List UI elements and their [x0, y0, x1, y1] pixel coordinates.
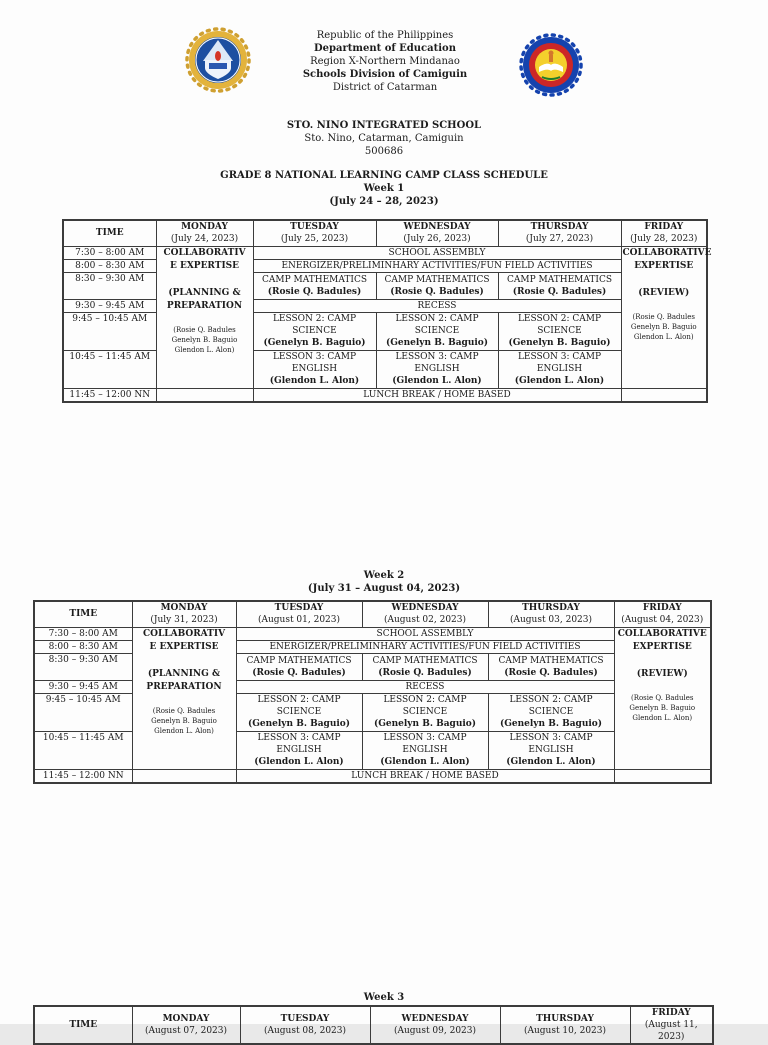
school-id: 500686 [364, 146, 404, 157]
week1-time-5: 9:45 – 10:45 AM [63, 312, 156, 350]
staff-names: (Rosie Q. Badules Genelyn B. Baguio Glendon L. Alon) [171, 325, 238, 354]
collaborative-expertise-title: COLLABORATIVE EXPERTISE [617, 628, 707, 652]
week1-time-1: 7:30 – 8:00 AM [63, 246, 156, 259]
letterhead-line-division: Schools Division of Camiguin [302, 69, 468, 80]
week1-recess-cell: RECESS [253, 299, 621, 312]
week2-schedule-table [33, 600, 712, 784]
letterhead-line-department: Department of Education [314, 43, 456, 54]
letterhead-line-republic: Republic of the Philippines [316, 30, 454, 41]
schedule-title-block [0, 169, 768, 208]
week3-label: Week 3 [363, 992, 405, 1003]
school-seal-icon [519, 27, 583, 107]
week1-lunch-cell: LUNCH BREAK / HOME BASED [253, 388, 621, 402]
week1-energizer-cell: ENERGIZER/PRELIMINHARY ACTIVITIES/FUN FIELD ACTIVITIES [253, 259, 621, 272]
week3-col-wednesday: WEDNESDAY (August 09, 2023) [370, 1006, 500, 1044]
week2-friday-collaborative-cell [614, 627, 711, 769]
week3-title-block [0, 991, 768, 1004]
review-label: (REVIEW) [636, 668, 688, 679]
week1-tuesday-math-cell: CAMP MATHEMATICS (Rosie Q. Badules) [253, 272, 376, 299]
week2-thursday-science-cell: LESSON 2: CAMP SCIENCE (Genelyn B. Baguio) [488, 693, 614, 731]
collaborative-expertise-title: COLLABORATIVE EXPERTISE [622, 247, 712, 271]
collaborative-expertise-title: COLLABORATIV [163, 247, 246, 258]
week1-monday-empty-cell [156, 388, 253, 402]
staff-names: (Rosie Q. Badules Genelyn B. Baguio Glendon L. Alon) [151, 706, 217, 735]
week1-thursday-science-cell: LESSON 2: CAMP SCIENCE (Genelyn B. Baguio) [498, 312, 621, 350]
school-identity [0, 119, 768, 158]
week2-title-block [0, 569, 768, 595]
week2-wednesday-english-cell: LESSON 3: CAMP ENGLISH (Glendon L. Alon) [362, 731, 488, 769]
schedule-title: GRADE 8 NATIONAL LEARNING CAMP CLASS SCHEDULE [220, 170, 548, 181]
week1-col-thursday: THURSDAY (July 27, 2023) [498, 220, 621, 246]
planning-preparation-label: (PLANNING & PREPARATION [146, 668, 222, 692]
week2-tuesday-math-cell: CAMP MATHEMATICS (Rosie Q. Badules) [236, 653, 362, 680]
week3-col-monday: MONDAY (August 07, 2023) [132, 1006, 240, 1044]
week1-label: Week 1 [363, 183, 405, 194]
week1-time-7: 11:45 – 12:00 NN [63, 388, 156, 402]
week2-col-thursday: THURSDAY (August 03, 2023) [488, 601, 614, 627]
week2-label: Week 2 [363, 570, 405, 581]
week2-time-7: 11:45 – 12:00 NN [34, 769, 132, 783]
week2-time-1: 7:30 – 8:00 AM [34, 627, 132, 640]
week1-col-friday: FRIDAY (July 28, 2023) [621, 220, 707, 246]
week1-friday-collaborative-cell [621, 246, 712, 388]
week2-monday-collaborative-cell: COLLABORATIV E EXPERTISE (PLANNING & PREPARATION (Rosie Q. Badules Genelyn B. Baguio Glendon L. Alon) [132, 627, 236, 769]
week2-lunch-cell: LUNCH BREAK / HOME BASED [236, 769, 614, 783]
deped-seal-icon [185, 27, 251, 97]
week1-time-6: 10:45 – 11:45 AM [63, 350, 156, 388]
week2-col-time: TIME [34, 601, 132, 627]
planning-preparation-label: (PLANNING & PREPARATION [166, 287, 243, 311]
staff-names: (Rosie Q. Badules Genelyn B. Baguio Glendon L. Alon) [630, 312, 697, 341]
week2-date-range: (July 31 – August 04, 2023) [307, 583, 461, 594]
week1-time-2: 8:00 – 8:30 AM [63, 259, 156, 272]
week2-friday-empty-cell [614, 769, 711, 783]
week2-school-assembly-cell: SCHOOL ASSEMBLY [236, 627, 614, 640]
week1-thursday-english-cell: LESSON 3: CAMP ENGLISH (Glendon L. Alon) [498, 350, 621, 388]
week1-school-assembly-cell: SCHOOL ASSEMBLY [253, 246, 621, 259]
week1-monday-collaborative-cell: COLLABORATIV E EXPERTISE (PLANNING & PREPARATION (Rosie Q. Badules Genelyn B. Baguio Glendon L. Alon) [156, 246, 253, 388]
week1-col-time: TIME [63, 220, 156, 246]
week2-energizer-cell: ENERGIZER/PRELIMINHARY ACTIVITIES/FUN FIELD ACTIVITIES [236, 640, 614, 653]
school-address: Sto. Nino, Catarman, Camiguin [304, 133, 464, 144]
week2-col-tuesday: TUESDAY (August 01, 2023) [236, 601, 362, 627]
week2-wednesday-math-cell: CAMP MATHEMATICS (Rosie Q. Badules) [362, 653, 488, 680]
week2-time-3: 8:30 – 9:30 AM [34, 653, 132, 680]
week3-col-time: TIME [34, 1006, 132, 1044]
week2-tuesday-english-cell: LESSON 3: CAMP ENGLISH (Glendon L. Alon) [236, 731, 362, 769]
letterhead-text [259, 29, 511, 94]
week2-monday-empty-cell [132, 769, 236, 783]
week3-col-tuesday: TUESDAY (August 08, 2023) [240, 1006, 370, 1044]
school-name: STO. NINO INTEGRATED SCHOOL [286, 120, 482, 131]
collaborative-expertise-title: COLLABORATIV [142, 628, 226, 639]
week1-wednesday-english-cell: LESSON 3: CAMP ENGLISH (Glendon L. Alon) [376, 350, 498, 388]
week3-schedule-table [33, 1005, 714, 1045]
week2-time-4: 9:30 – 9:45 AM [34, 680, 132, 693]
week2-col-monday: MONDAY (July 31, 2023) [132, 601, 236, 627]
week2-tuesday-science-cell: LESSON 2: CAMP SCIENCE (Genelyn B. Baguio) [236, 693, 362, 731]
week2-time-5: 9:45 – 10:45 AM [34, 693, 132, 731]
week1-col-wednesday: WEDNESDAY (July 26, 2023) [376, 220, 498, 246]
week2-thursday-english-cell: LESSON 3: CAMP ENGLISH (Glendon L. Alon) [488, 731, 614, 769]
week1-tuesday-science-cell: LESSON 2: CAMP SCIENCE (Genelyn B. Baguio) [253, 312, 376, 350]
week1-friday-empty-cell [621, 388, 707, 402]
week1-thursday-math-cell: CAMP MATHEMATICS (Rosie Q. Badules) [498, 272, 621, 299]
week1-schedule-table [62, 219, 712, 403]
letterhead-line-district: District of Catarman [332, 82, 438, 93]
week2-col-friday: FRIDAY (August 04, 2023) [614, 601, 711, 627]
week1-col-tuesday: TUESDAY (July 25, 2023) [253, 220, 376, 246]
staff-names: (Rosie Q. Badules Genelyn B. Baguio Glendon L. Alon) [629, 693, 696, 722]
week1-wednesday-math-cell: CAMP MATHEMATICS (Rosie Q. Badules) [376, 272, 498, 299]
week3-col-friday: FRIDAY (August 11, 2023) [630, 1006, 713, 1044]
letterhead [0, 27, 768, 107]
week1-time-3: 8:30 – 9:30 AM [63, 272, 156, 299]
week1-col-monday: MONDAY (July 24, 2023) [156, 220, 253, 246]
week2-time-2: 8:00 – 8:30 AM [34, 640, 132, 653]
week1-wednesday-science-cell: LESSON 2: CAMP SCIENCE (Genelyn B. Baguio) [376, 312, 498, 350]
week2-wednesday-science-cell: LESSON 2: CAMP SCIENCE (Genelyn B. Baguio) [362, 693, 488, 731]
week1-date-range: (July 24 – 28, 2023) [329, 196, 439, 207]
week1-time-4: 9:30 – 9:45 AM [63, 299, 156, 312]
week3-col-thursday: THURSDAY (August 10, 2023) [500, 1006, 630, 1044]
week2-col-wednesday: WEDNESDAY (August 02, 2023) [362, 601, 488, 627]
week2-thursday-math-cell: CAMP MATHEMATICS (Rosie Q. Badules) [488, 653, 614, 680]
letterhead-line-region: Region X-Northern Mindanao [310, 56, 460, 67]
review-label: (REVIEW) [638, 287, 690, 298]
week2-recess-cell: RECESS [236, 680, 614, 693]
week1-tuesday-english-cell: LESSON 3: CAMP ENGLISH (Glendon L. Alon) [253, 350, 376, 388]
week2-time-6: 10:45 – 11:45 AM [34, 731, 132, 769]
